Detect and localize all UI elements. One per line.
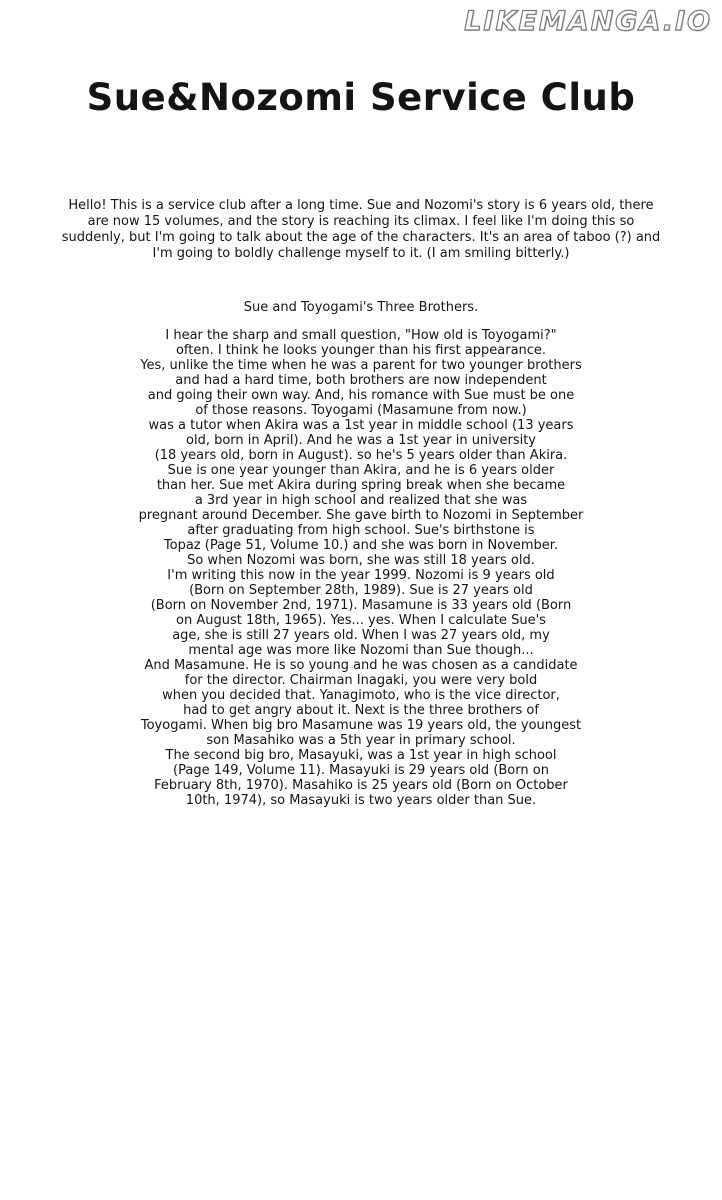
body-line: I hear the sharp and small question, "How old is Toyogami?" [165,328,557,343]
body-line: of those reasons. Toyogami (Masamune from now.) [195,403,527,418]
body-line: pregnant around December. She gave birth to Nozomi in September [138,508,584,523]
body-line: And Masamune. He is so young and he was chosen as a candidate [144,658,578,673]
body-line: (Born on September 28th, 1989). Sue is 27 years old [189,583,533,598]
section-subtitle: Sue and Toyogami's Three Brothers. [243,300,479,315]
body-line: than her. Sue met Akira during spring break when she became [156,478,566,493]
body-line: Sue is one year younger than Akira, and he is 6 years older [167,463,555,478]
body-line: (Page 149, Volume 11). Masayuki is 29 years old (Born on [173,763,549,778]
body-line: a 3rd year in high school and realized that she was [194,493,528,508]
body-line: after graduating from high school. Sue's birthstone is [187,523,535,538]
body-line: Topaz (Page 51, Volume 10.) and she was born in November. [163,538,559,553]
body-line: old, born in April). And he was a 1st year in university [186,433,536,448]
body-line: (18 years old, born in August). so he's 5 years older than Akira. [154,448,568,463]
body-line: February 8th, 1970). Masahiko is 25 years old (Born on October [154,778,568,793]
body-line: when you decided that. Yanagimoto, who is the vice director, [162,688,560,703]
body-line: and going their own way. And, his romance with Sue must be one [147,388,575,403]
body-line: had to get angry about it. Next is the three brothers of [183,703,539,718]
body-line: was a tutor when Akira was a 1st year in middle school (13 years [148,418,574,433]
body-line: for the director. Chairman Inagaki, you were very bold [184,673,538,688]
site-watermark: LIKEMANGA.IO [464,6,712,37]
page-title: Sue&Nozomi Service Club [86,76,636,119]
body-line: I'm writing this now in the year 1999. Nozomi is 9 years old [167,568,555,583]
body-line: on August 18th, 1965). Yes... yes. When I calculate Sue's [176,613,546,628]
body-text [130,328,592,808]
body-line: Toyogami. When big bro Masamune was 19 years old, the youngest [140,718,582,733]
intro-paragraph: Hello! This is a service club after a long time. Sue and Nozomi's story is 6 years old, there are now 15 volumes, and the story is reaching its climax. I feel like I'm doing this so suddenly, but I'm going to talk about the age of the characters. It's an area of taboo (?) and I'm going to boldly challenge myself to it. (I am smiling bitterly.) [61,198,661,261]
body-line: The second big bro, Masayuki, was a 1st year in high school [165,748,557,763]
body-line: and had a hard time, both brothers are now independent [175,373,547,388]
body-line: age, she is still 27 years old. When I was 27 years old, my [172,628,550,643]
body-line: Yes, unlike the time when he was a parent for two younger brothers [140,358,582,373]
body-line: son Masahiko was a 5th year in primary school. [206,733,516,748]
body-line: (Born on November 2nd, 1971). Masamune is 33 years old (Born [150,598,572,613]
body-line: often. I think he looks younger than his first appearance. [175,343,547,358]
body-line: So when Nozomi was born, she was still 18 years old. [187,553,535,568]
body-line: 10th, 1974), so Masayuki is two years older than Sue. [185,793,537,808]
body-line: mental age was more like Nozomi than Sue though... [188,643,534,658]
